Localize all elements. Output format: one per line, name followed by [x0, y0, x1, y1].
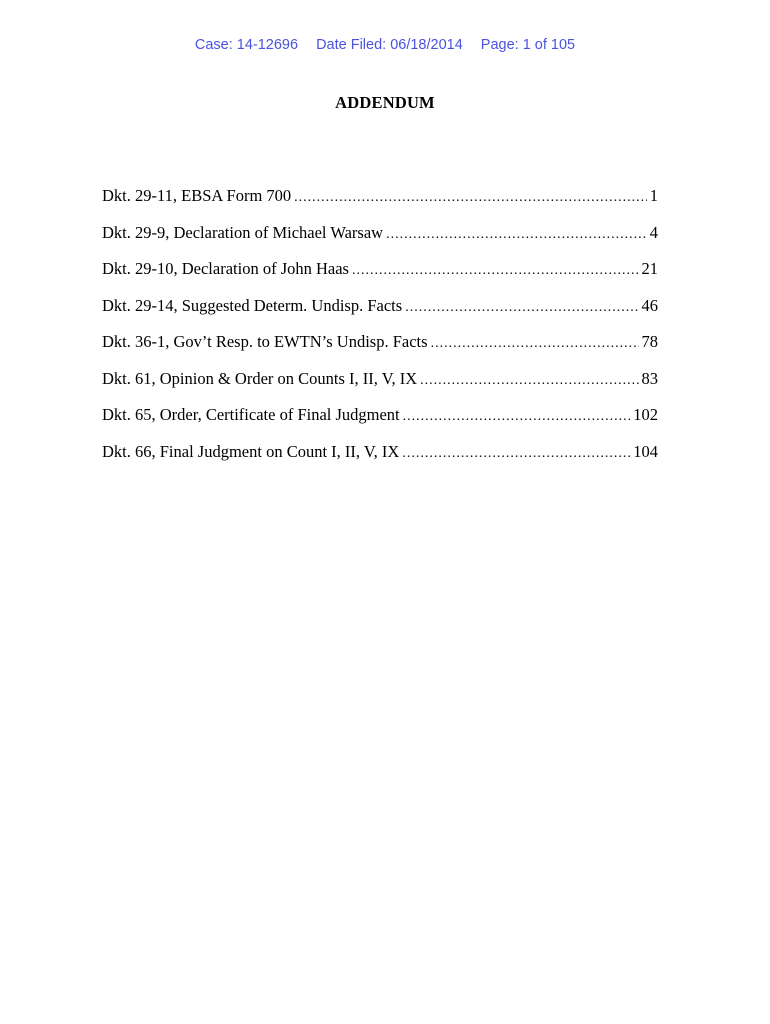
date-filed: Date Filed: 06/18/2014 — [316, 37, 463, 53]
ecf-header-stamp — [0, 37, 770, 53]
dot-leader — [294, 187, 647, 209]
toc-entry-page: 104 — [633, 441, 658, 461]
toc-entry-label: Dkt. 36-1, Gov’t Resp. to EWTN’s Undisp. Facts — [102, 332, 428, 351]
toc-entry — [102, 331, 658, 368]
toc-entry-label: Dkt. 29-9, Declaration of Michael Warsaw — [102, 222, 384, 242]
dot-leader — [352, 260, 639, 282]
toc-entry-page: 46 — [641, 295, 658, 315]
table-of-contents — [102, 185, 658, 477]
dot-leader — [431, 333, 639, 355]
toc-entry-label: Dkt. 65, Order, Certificate of Final Judgment — [102, 405, 400, 424]
dot-leader — [420, 370, 638, 392]
toc-entry — [102, 441, 658, 478]
toc-entry-page: 1 — [649, 186, 658, 205]
toc-entry — [102, 185, 658, 222]
toc-entry — [102, 258, 658, 295]
dot-leader — [386, 224, 647, 246]
document-title: ADDENDUM — [335, 93, 435, 112]
dot-leader — [402, 443, 630, 465]
toc-entry — [102, 404, 658, 441]
toc-entry — [102, 368, 658, 405]
case-number: Case: 14-12696 — [194, 37, 299, 53]
toc-entry-page: 102 — [633, 405, 658, 424]
toc-entry — [102, 295, 658, 332]
toc-entry — [102, 222, 658, 259]
toc-entry-page: 4 — [649, 222, 658, 242]
toc-entry-label: Dkt. 29-11, EBSA Form 700 — [102, 186, 292, 205]
toc-entry-page: 78 — [641, 332, 658, 351]
toc-entry-label: Dkt. 29-14, Suggested Determ. Undisp. Facts — [102, 295, 403, 315]
page-count: Page: 1 of 105 — [480, 37, 576, 53]
toc-entry-label: Dkt. 29-10, Declaration of John Haas — [102, 259, 349, 278]
toc-entry-page: 83 — [641, 368, 658, 388]
toc-entry-label: Dkt. 66, Final Judgment on Count I, II, V, IX — [102, 441, 400, 461]
dot-leader — [405, 297, 638, 319]
dot-leader — [403, 406, 631, 428]
toc-entry-page: 21 — [641, 259, 658, 278]
toc-entry-label: Dkt. 61, Opinion & Order on Counts I, II, V, IX — [102, 368, 418, 388]
